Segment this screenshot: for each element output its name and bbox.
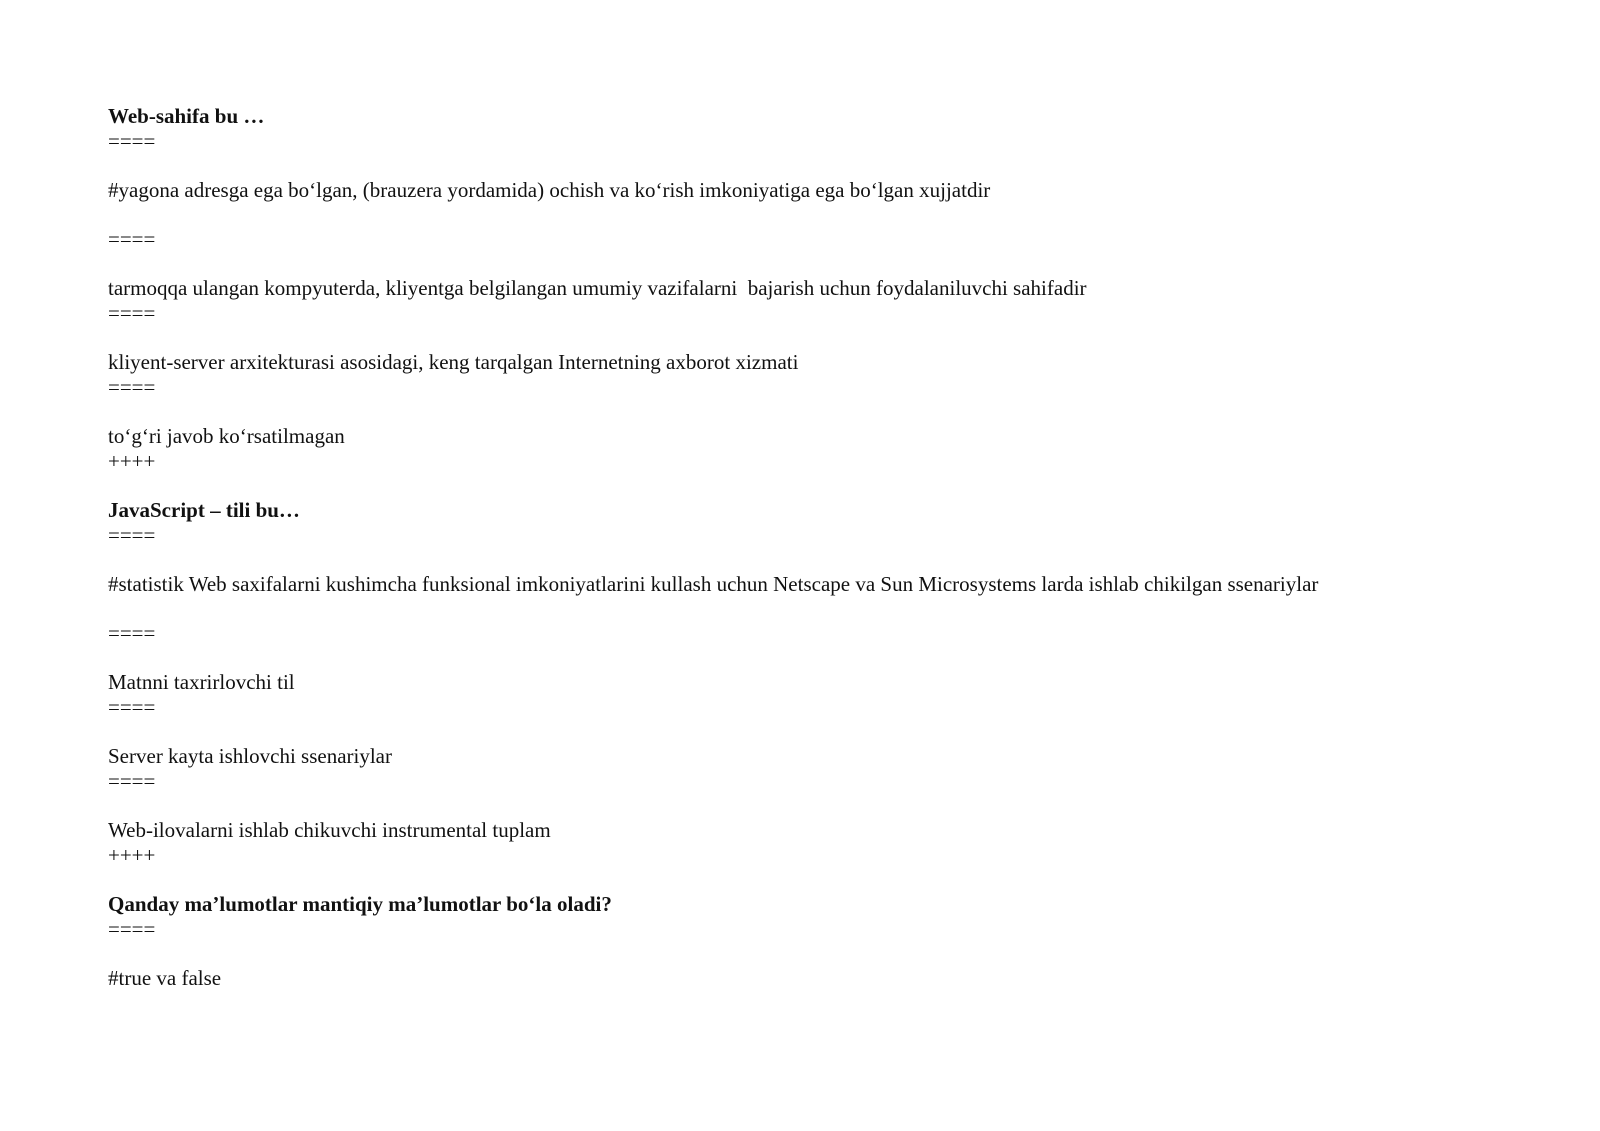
separator: ==== [108, 523, 156, 547]
separator: ==== [108, 129, 156, 153]
separator: ==== [108, 621, 156, 645]
question-block-3 [108, 892, 1548, 991]
separator: ==== [108, 375, 156, 399]
question-block-1 [108, 104, 1548, 498]
answer-option: Matnni taxrirlovchi til [108, 670, 295, 694]
separator: ==== [108, 769, 156, 793]
answer-option: tarmoqqa ulangan kompyuterda, kliyentga belgilangan umumiy vazifalarni bajarish uchun foydalaniluvchi sahifadir [108, 276, 1087, 300]
question-text: Web-sahifa bu … [108, 104, 265, 128]
answer-option: to‘g‘ri javob ko‘rsatilmagan [108, 424, 345, 448]
separator: ==== [108, 917, 156, 941]
answer-option: #statistik Web saxifalarni kushimcha funksional imkoniyatlarini kullash uchun Netscape va Sun Microsystems larda ishlab chikilgan ssenariylar [108, 572, 1319, 596]
question-text: Qanday ma’lumotlar mantiqiy ma’lumotlar bo‘la oladi? [108, 892, 612, 916]
question-end-marker: ++++ [108, 843, 156, 867]
separator: ==== [108, 301, 156, 325]
answer-option: #yagona adresga ega bo‘lgan, (brauzera yordamida) ochish va ko‘rish imkoniyatiga ega bo‘lgan xujjatdir [108, 178, 991, 202]
document-page [108, 104, 1548, 991]
question-end-marker: ++++ [108, 449, 156, 473]
separator: ==== [108, 695, 156, 719]
question-block-2 [108, 498, 1548, 892]
answer-option: kliyent-server arxitekturasi asosidagi, keng tarqalgan Internetning axborot xizmati [108, 350, 799, 374]
answer-option: Web-ilovalarni ishlab chikuvchi instrumental tuplam [108, 818, 551, 842]
answer-option: #true va false [108, 966, 222, 990]
separator: ==== [108, 227, 156, 251]
answer-option: Server kayta ishlovchi ssenariylar [108, 744, 392, 768]
question-text: JavaScript – tili bu… [108, 498, 300, 522]
